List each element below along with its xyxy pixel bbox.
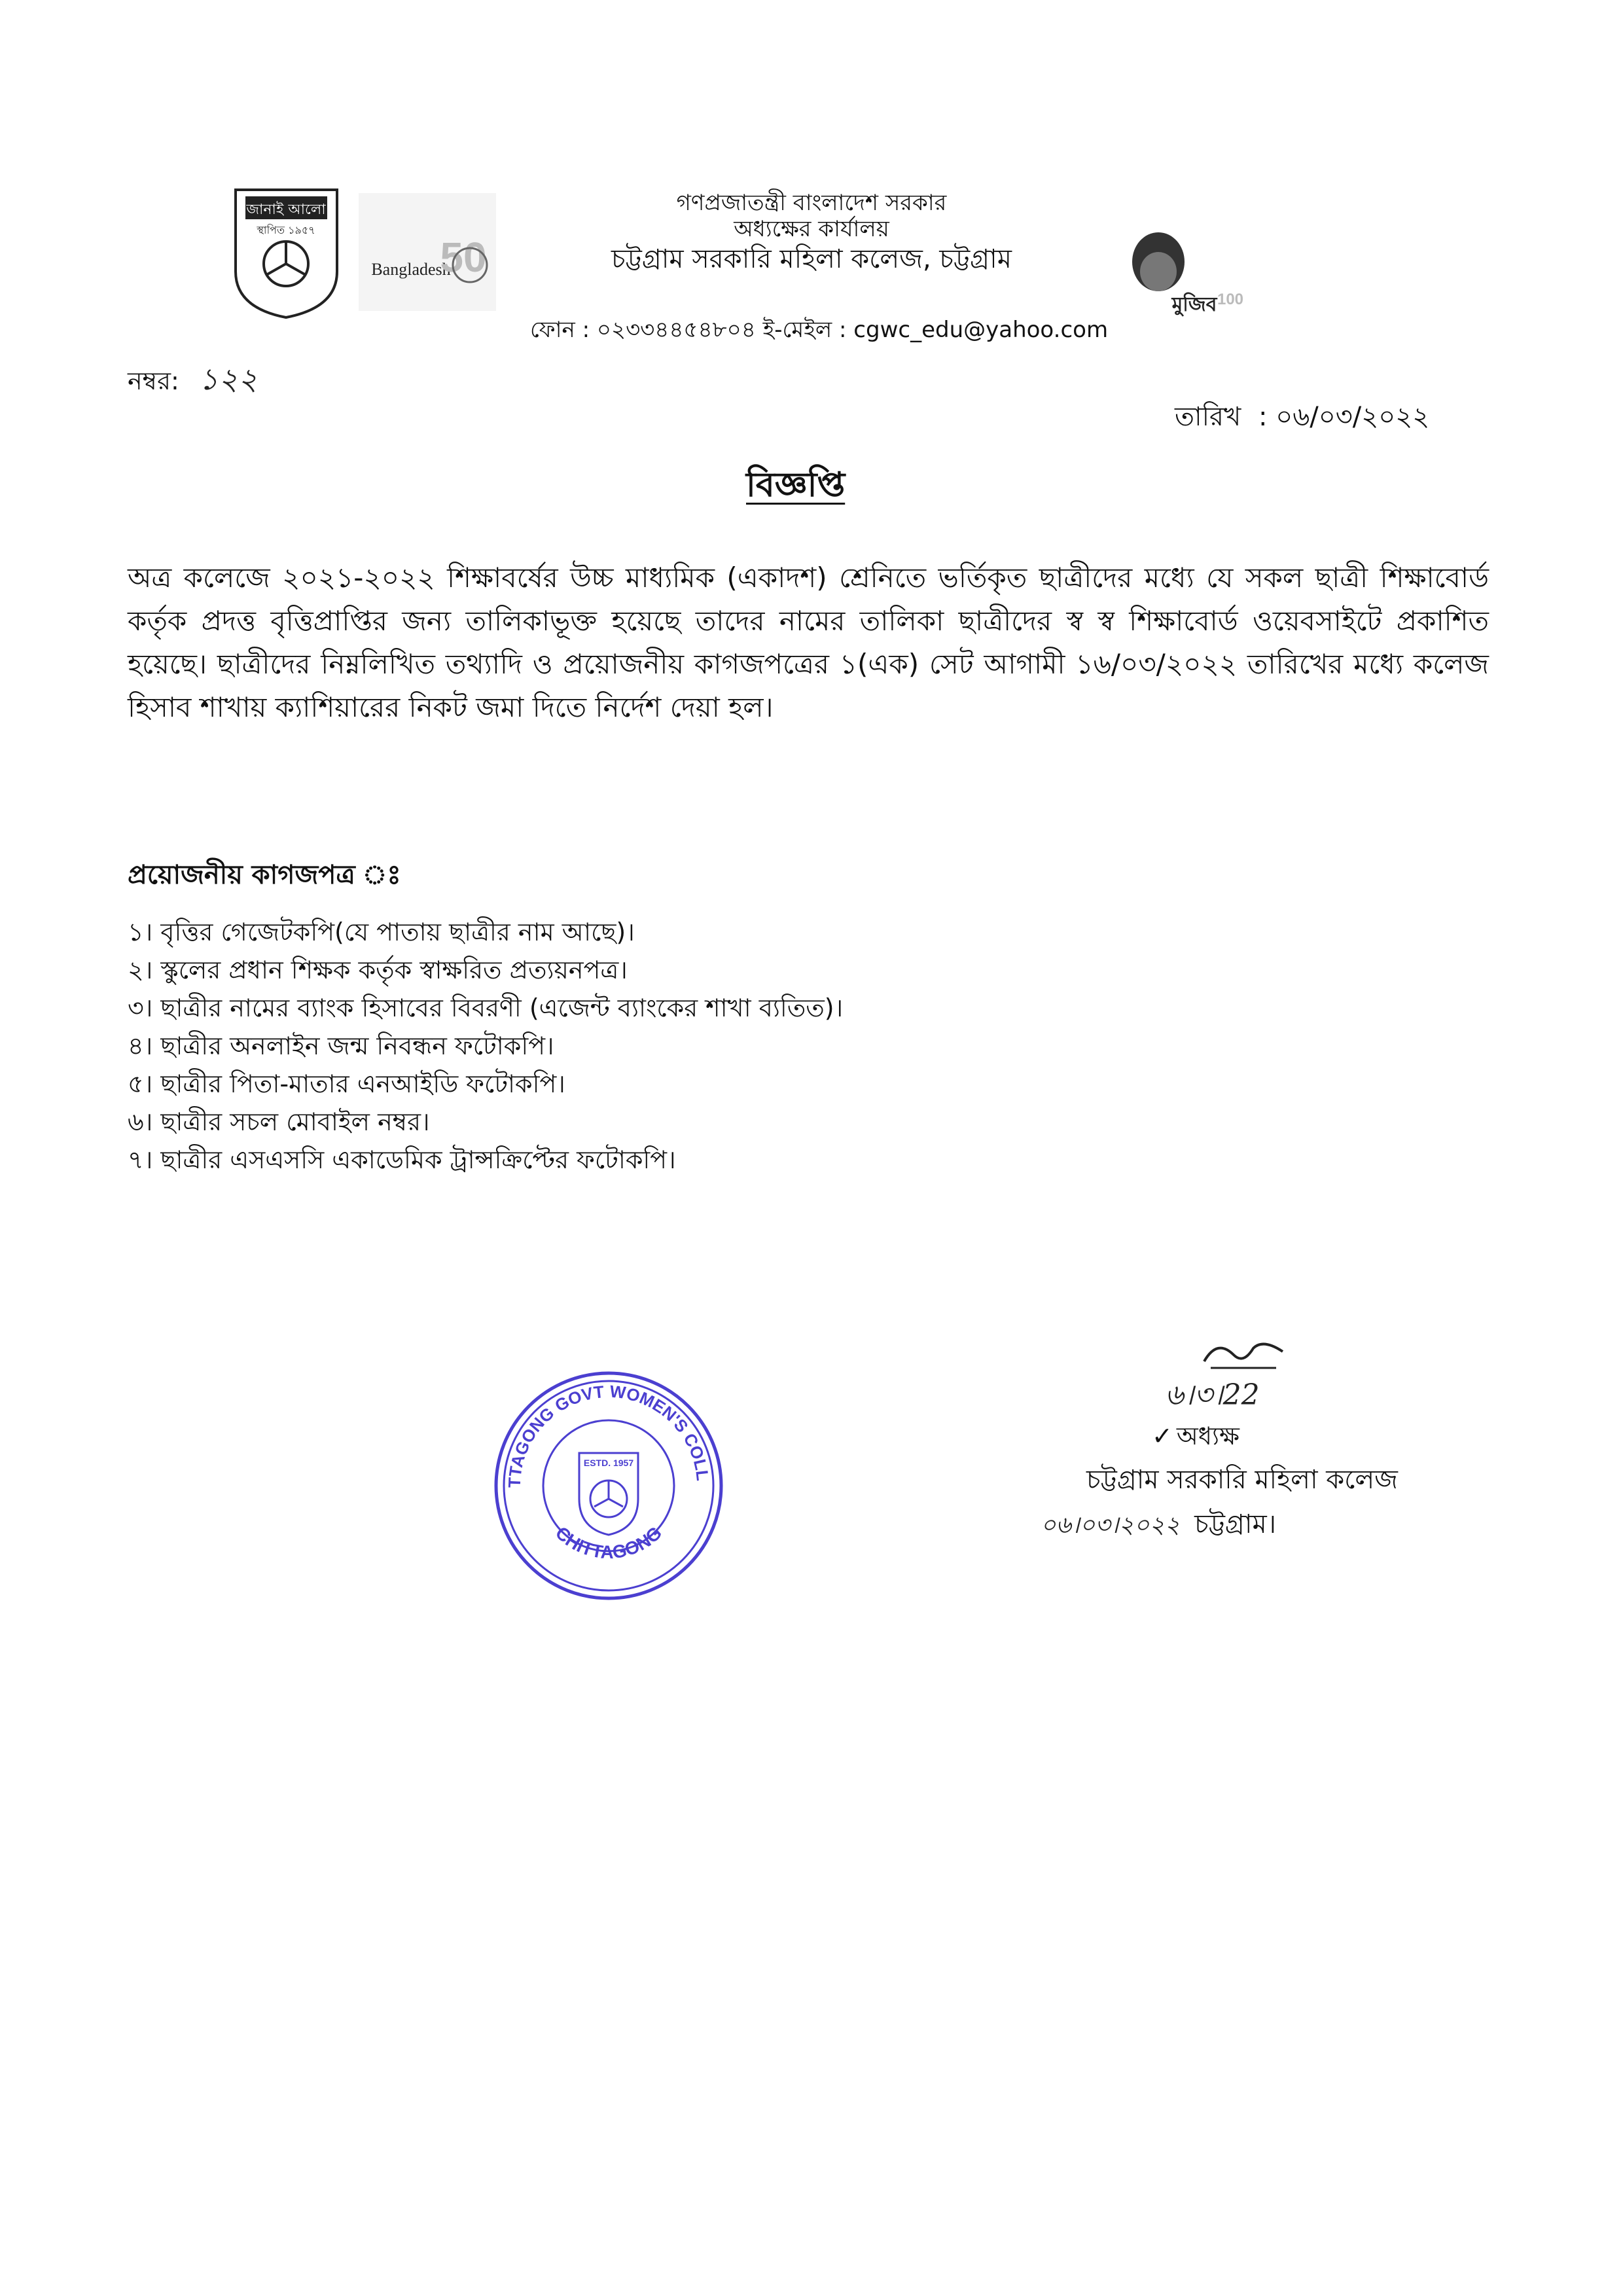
signature-institution: চট্টগ্রাম সরকারি মহিলা কলেজ — [1086, 1465, 1398, 1495]
bangladesh-logo-number: 50 — [440, 234, 487, 281]
memo-date-label: তারিখ — [1175, 402, 1241, 432]
seal-estd: ESTD. 1957 — [583, 1458, 634, 1468]
college-logo-estd: স্থাপিত ১৯৫৭ — [257, 224, 315, 236]
requirement-item: ৭। ছাত্রীর এসএসসি একাডেমিক ট্রান্সক্রিপ্টের ফটোকপি। — [128, 1145, 676, 1174]
memo-date-value: : ০৬/০৩/২০২২ — [1258, 402, 1430, 432]
bangladesh-50-logo — [359, 193, 496, 311]
requirement-item: ৩। ছাত্রীর নামের ব্যাংক হিসাবের বিবরণী (এজেন্ট ব্যাংকের শাখা ব্যতিত)। — [128, 994, 844, 1022]
signature-designation: ✓ অধ্যক্ষ — [1152, 1422, 1240, 1450]
memo-number-label: নম্বর: — [128, 367, 179, 395]
mujib-logo-text: মুজিব — [1171, 293, 1217, 316]
mujib-100-logo — [1113, 226, 1243, 331]
college-logo-motto: জানাই আলো — [246, 202, 326, 218]
signature-memo-date-line — [1041, 1505, 1276, 1545]
bangladesh-logo-text: Bangladesh — [371, 260, 451, 279]
requirements-heading: প্রয়োজনীয় কাগজপত্র ঃ — [128, 860, 401, 890]
seal-top-text: TTAGONG GOVT WOMEN'S COLL — [504, 1381, 713, 1488]
memo-number — [128, 357, 258, 406]
seal-bottom-text: CHITTAGONG — [551, 1522, 666, 1563]
mujib-logo-number: 100 — [1217, 291, 1243, 308]
signature-date: ৬।৩।22 — [1165, 1378, 1260, 1412]
designation-text: অধ্যক্ষ — [1176, 1422, 1240, 1450]
signature-scribble — [1198, 1335, 1289, 1374]
notice-title: বিজ্ঞপ্তি — [746, 465, 846, 505]
header-office-line: অধ্যক্ষের কার্যালয় — [734, 216, 889, 242]
requirements-list — [128, 913, 1371, 1179]
requirement-item: ১। বৃত্তির গেজেটকপি(যে পাতায় ছাত্রীর নাম আছে)। — [128, 918, 635, 946]
header-college-line: চট্টগ্রাম সরকারি মহিলা কলেজ, চট্টগ্রাম — [611, 244, 1012, 274]
signature-city: চট্টগ্রাম। — [1194, 1509, 1276, 1539]
handwritten-memo-date: ০৬।০৩।২০২২ — [1041, 1512, 1181, 1539]
college-seal-stamp — [491, 1368, 726, 1604]
college-logo — [232, 187, 340, 321]
header-contact: ফোন : ০২৩৩৪৪৫৪৮০৪ ই-মেইল : cgwc_edu@yahoo.com — [530, 317, 1109, 343]
notice-body: অত্র কলেজে ২০২১-২০২২ শিক্ষাবর্ষের উচ্চ মাধ্যমিক (একাদশ) শ্রেনিতে ভর্তিকৃত ছাত্রীদের মধ্যে যে সকল ছাত্রী শিক্ষাবোর্ড কর্তৃক প্রদত্ত বৃত্তিপ্রাপ্তির জন্য তালিকাভূক্ত হয়েছে তাদের নামের তালিকা ছাত্রীদের স্ব স্ব শিক্ষাবোর্ড ওয়েবসাইটে প্রকাশিত হয়েছে। ছাত্রীদের নিম্নলিখিত তথ্যাদি ও প্রয়োজনীয় কাগজপত্রের ১(এক) সেট আগামী ১৬/০৩/২০২২ তারিখের মধ্যে কলেজ হিসাব শাখায় ক্যাশিয়ারের নিকট জমা দিতে নির্দেশ দেয়া হল। — [128, 562, 1489, 723]
requirement-item: ৬। ছাত্রীর সচল মোবাইল নম্বর। — [128, 1107, 430, 1136]
memo-number-value: ১২২ — [198, 361, 258, 397]
header-govt-line: গণপ্রজাতন্ত্রী বাংলাদেশ সরকার — [676, 190, 947, 216]
memo-date — [1175, 396, 1429, 440]
requirement-item: ২। স্কুলের প্রধান শিক্ষক কর্তৃক স্বাক্ষরিত প্রত্যয়নপত্র। — [128, 956, 628, 984]
requirement-item: ৪। ছাত্রীর অনলাইন জন্ম নিবন্ধন ফটোকপি। — [128, 1031, 554, 1060]
requirement-item: ৫। ছাত্রীর পিতা-মাতার এনআইডি ফটোকপি। — [128, 1069, 565, 1098]
